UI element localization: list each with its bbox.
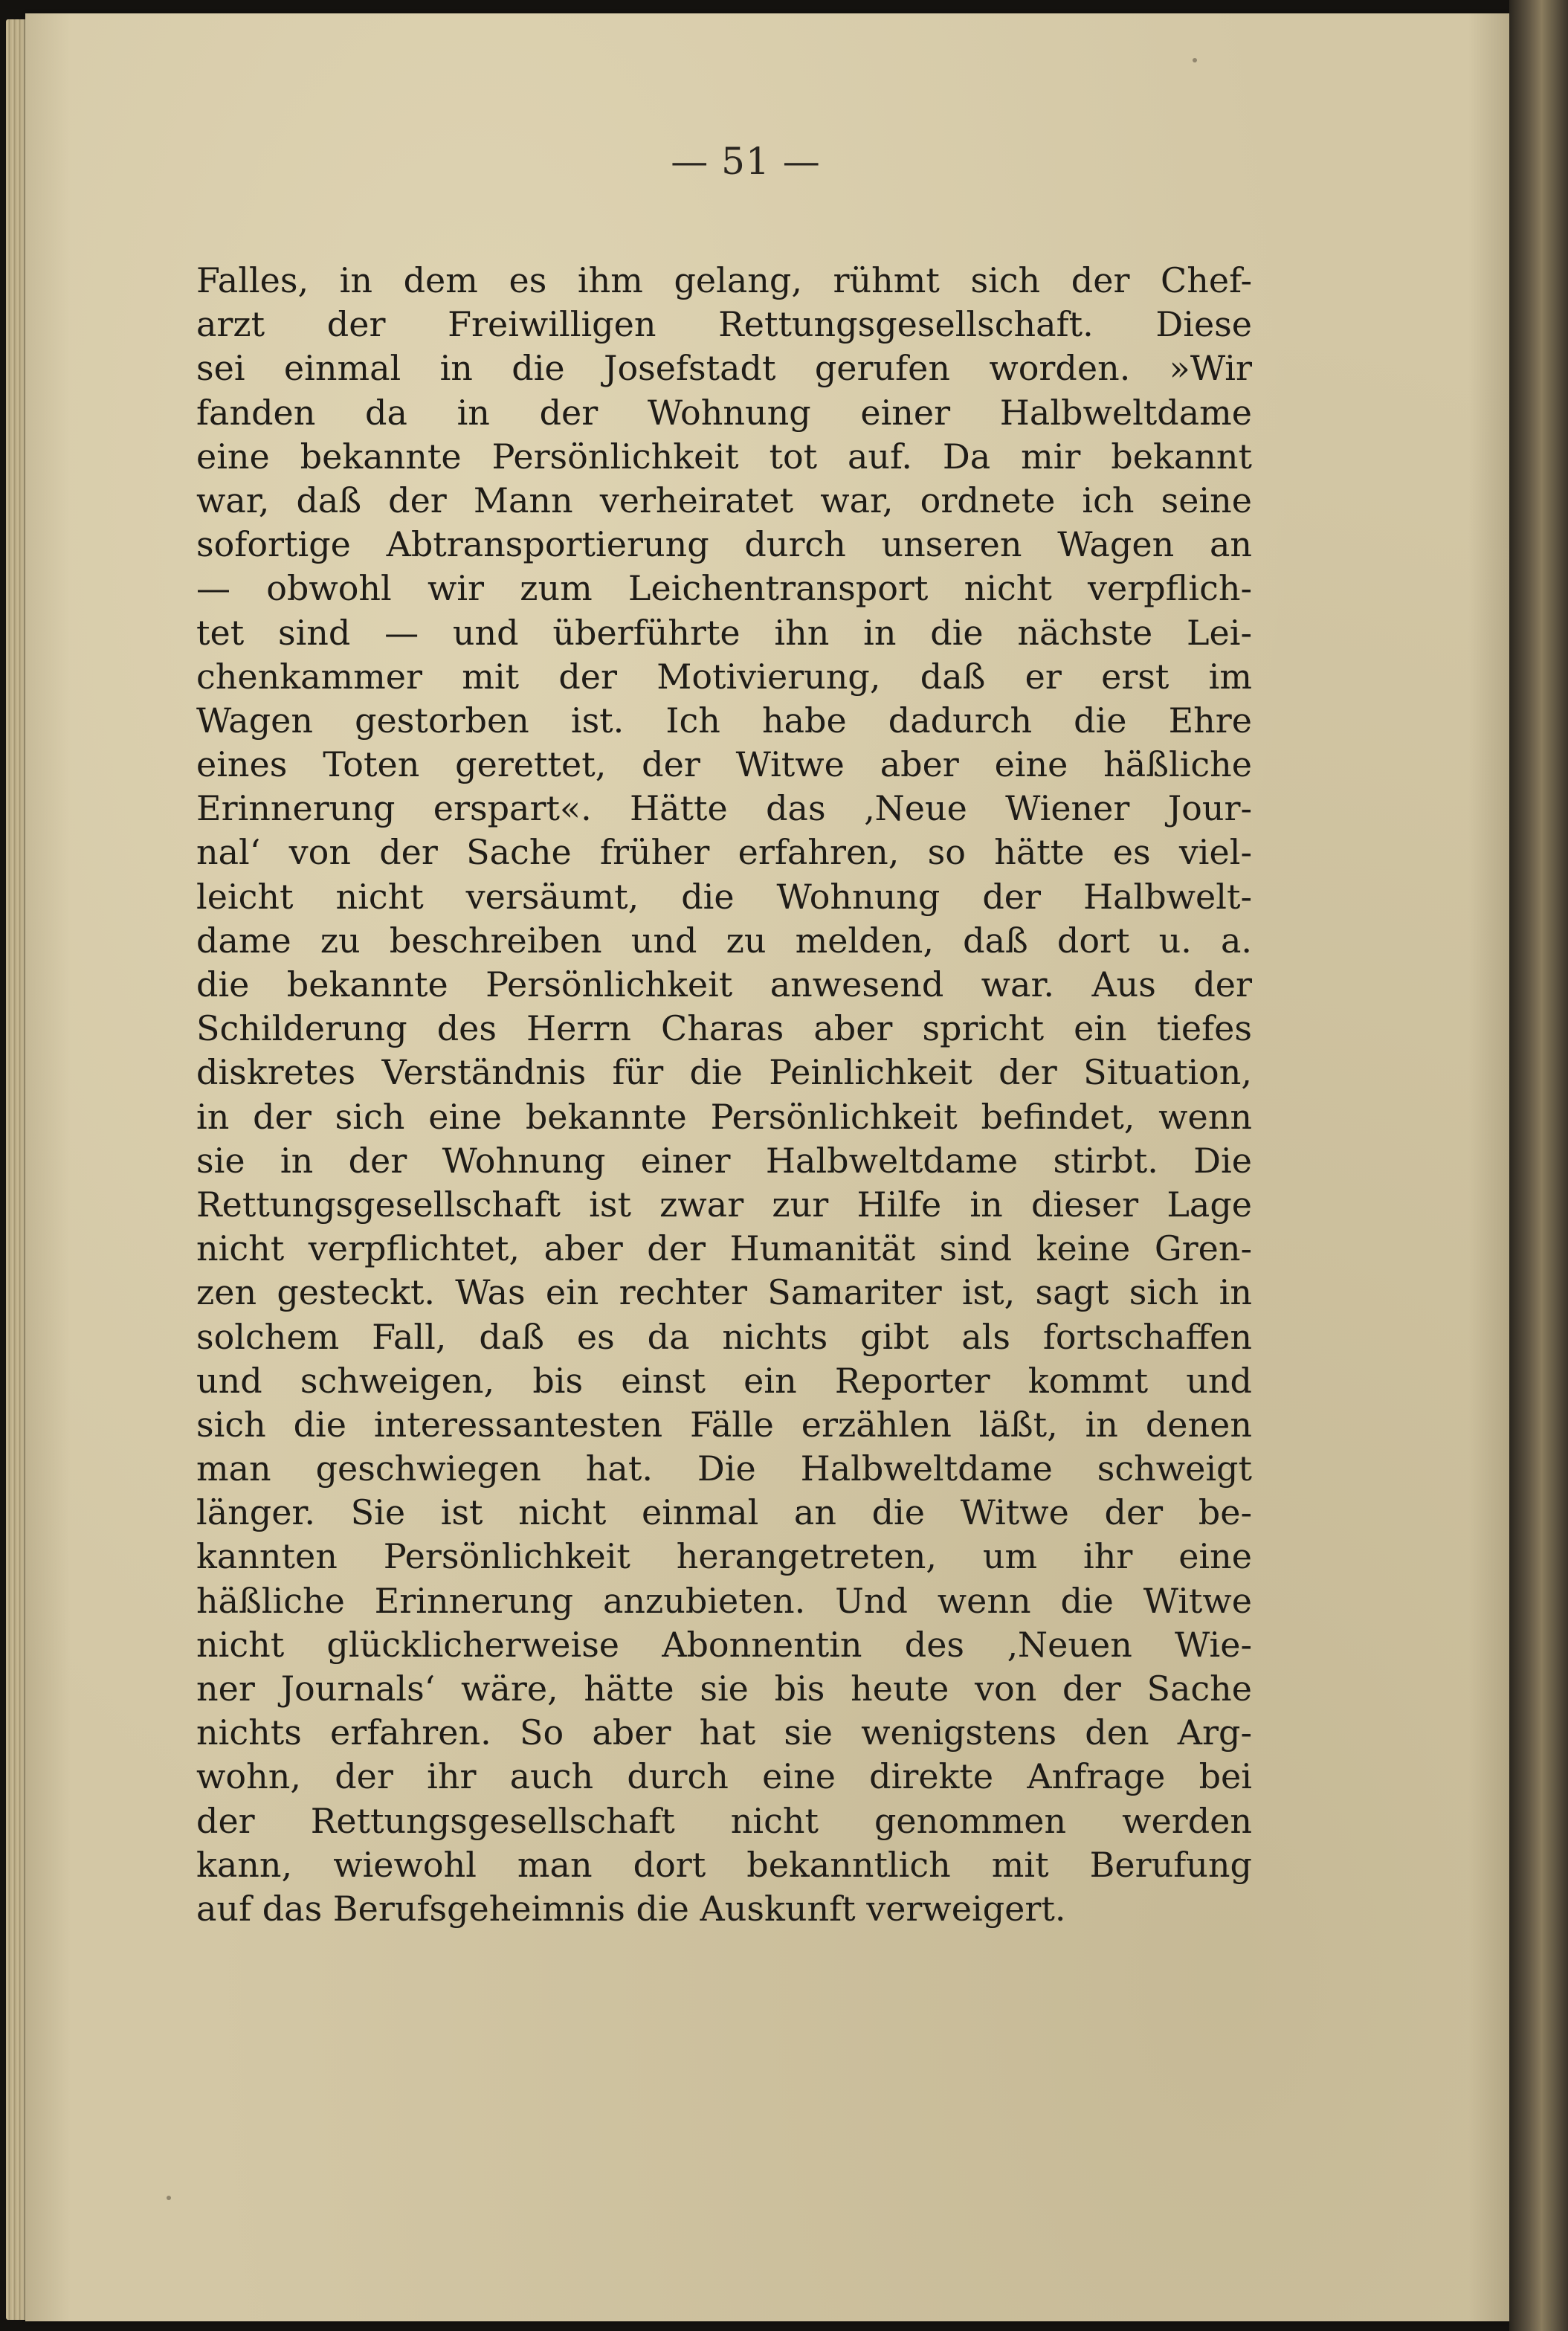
text-line: — obwohl wir zum Leichentransport nicht verpflich- <box>196 568 1252 609</box>
text-line: solchem Fall, daß es da nichts gibt als fortschaffen <box>196 1316 1252 1357</box>
text-line: wohn, der ihr auch durch eine direkte Anfrage bei <box>196 1756 1252 1797</box>
book-spine <box>1509 0 1568 2331</box>
text-line: diskretes Verständnis für die Peinlichkeit der Situation, <box>196 1052 1252 1093</box>
text-line: man geschwiegen hat. Die Halbweltdame schweigt <box>196 1448 1252 1489</box>
text-line: kannten Persönlichkeit herangetreten, um ihr eine <box>196 1536 1252 1577</box>
text-line: dame zu beschreiben und zu melden, daß dort u. a. <box>196 920 1252 961</box>
text-line: tet sind — und überführte ihn in die nächste Lei- <box>196 612 1252 653</box>
text-line: zen gesteckt. Was ein rechter Samariter ist, sagt sich in <box>196 1272 1252 1313</box>
text-line: ner Journals‘ wäre, hätte sie bis heute von der Sache <box>196 1669 1252 1709</box>
text-line: sie in der Wohnung einer Halbweltdame stirbt. Die <box>196 1140 1252 1181</box>
text-line: kann, wiewohl man dort bekanntlich mit Berufung <box>196 1844 1252 1885</box>
text-line: sich die interessantesten Fälle erzählen läßt, in denen <box>196 1404 1252 1445</box>
book-page <box>25 13 1529 2321</box>
text-line: Wagen gestorben ist. Ich habe dadurch die Ehre <box>196 700 1252 741</box>
text-line: nal‘ von der Sache früher erfahren, so hätte es viel- <box>196 832 1252 873</box>
text-line: nichts erfahren. So aber hat sie wenigstens den Arg- <box>196 1712 1252 1753</box>
page-number: — 51 — <box>671 140 821 183</box>
body-text <box>196 259 1252 1931</box>
ink-speck <box>167 2196 171 2200</box>
text-line: leicht nicht versäumt, die Wohnung der Halbwelt- <box>196 876 1252 917</box>
text-line: auf das Berufsgeheimnis die Auskunft verweigert. <box>196 1888 1066 1929</box>
text-line: Falles, in dem es ihm gelang, rühmt sich der Chef- <box>196 260 1252 300</box>
text-line: häßliche Erinnerung anzubieten. Und wenn die Witwe <box>196 1580 1252 1621</box>
text-line: nicht verpflichtet, aber der Humanität sind keine Gren- <box>196 1228 1252 1269</box>
text-line: sofortige Abtransportierung durch unseren Wagen an <box>196 524 1252 565</box>
text-line: fanden da in der Wohnung einer Halbweltdame <box>196 392 1252 433</box>
text-line: die bekannte Persönlichkeit anwesend war. Aus der <box>196 964 1252 1005</box>
text-line: Schilderung des Herrn Charas aber spricht ein tiefes <box>196 1008 1252 1049</box>
text-line: der Rettungsgesellschaft nicht genommen werden <box>196 1800 1252 1841</box>
text-line: arzt der Freiwilligen Rettungsgesellschaft. Diese <box>196 304 1252 345</box>
ink-speck <box>1193 58 1197 62</box>
text-line: war, daß der Mann verheiratet war, ordnete ich seine <box>196 480 1252 520</box>
text-line: länger. Sie ist nicht einmal an die Witwe der be- <box>196 1492 1252 1533</box>
text-line: Rettungsgesellschaft ist zwar zur Hilfe in dieser Lage <box>196 1184 1252 1225</box>
text-line: eines Toten gerettet, der Witwe aber eine häßliche <box>196 744 1252 785</box>
text-line: in der sich eine bekannte Persönlichkeit befindet, wenn <box>196 1096 1252 1137</box>
text-line: nicht glücklicherweise Abonnentin des ‚Neuen Wie- <box>196 1624 1252 1665</box>
text-line: Erinnerung erspart«. Hätte das ‚Neue Wiener Jour- <box>196 788 1252 829</box>
text-line: sei einmal in die Josefstadt gerufen worden. »Wir <box>196 348 1252 389</box>
text-line: eine bekannte Persönlichkeit tot auf. Da mir bekannt <box>196 436 1252 477</box>
text-line: chenkammer mit der Motivierung, daß er erst im <box>196 656 1252 697</box>
text-line: und schweigen, bis einst ein Reporter kommt und <box>196 1360 1252 1401</box>
